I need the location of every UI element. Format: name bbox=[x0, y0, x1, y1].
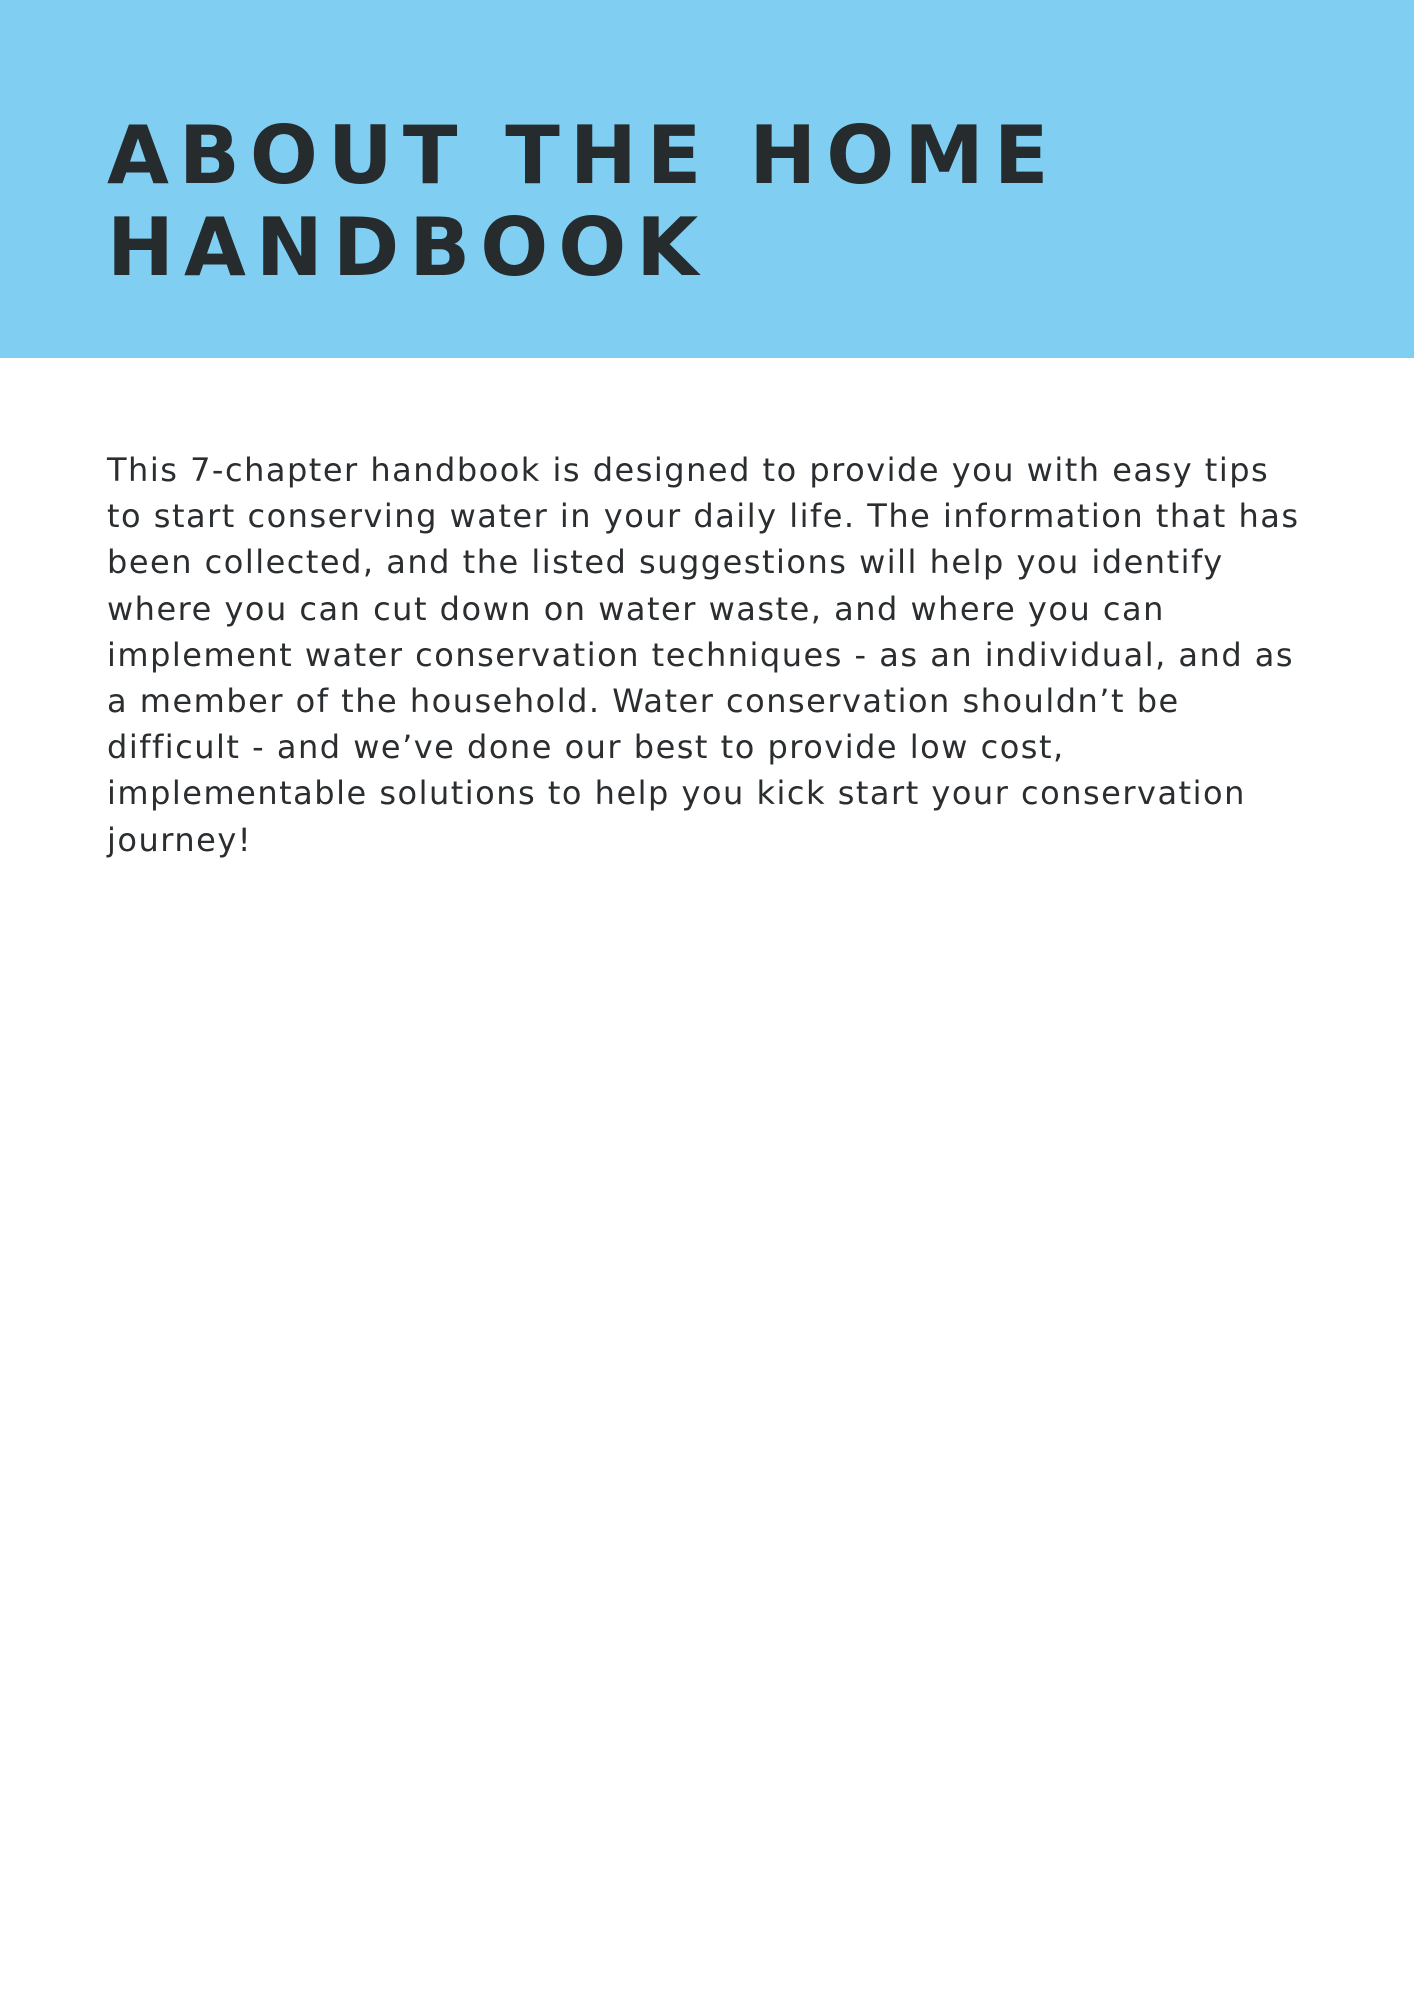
intro-line-2: to start conserving water in your daily life. The information that has bbox=[107, 497, 1300, 536]
intro-line-1: This 7-chapter handbook is designed to provide you with easy tips bbox=[107, 451, 1270, 489]
page-title-line-2: HANDBOOK bbox=[107, 201, 709, 294]
header-band bbox=[0, 0, 1414, 358]
intro-line-8: implementable solutions to help you kick start your conservation bbox=[107, 774, 1246, 813]
intro-paragraph bbox=[107, 447, 1337, 863]
intro-line-7: difficult - and we’ve done our best to provide low cost, bbox=[107, 728, 1065, 767]
page-title bbox=[107, 110, 1307, 294]
intro-line-9: journey! bbox=[107, 820, 253, 859]
intro-line-5: implement water conservation techniques - as an individual, and as bbox=[107, 635, 1295, 674]
intro-line-3: been collected, and the listed suggestions will help you identify bbox=[107, 543, 1224, 582]
intro-line-6: a member of the household. Water conservation shouldn’t be bbox=[107, 682, 1180, 721]
intro-line-4: where you can cut down on water waste, and where you can bbox=[107, 589, 1165, 628]
page-title-line-1: ABOUT THE HOME bbox=[107, 109, 1059, 202]
